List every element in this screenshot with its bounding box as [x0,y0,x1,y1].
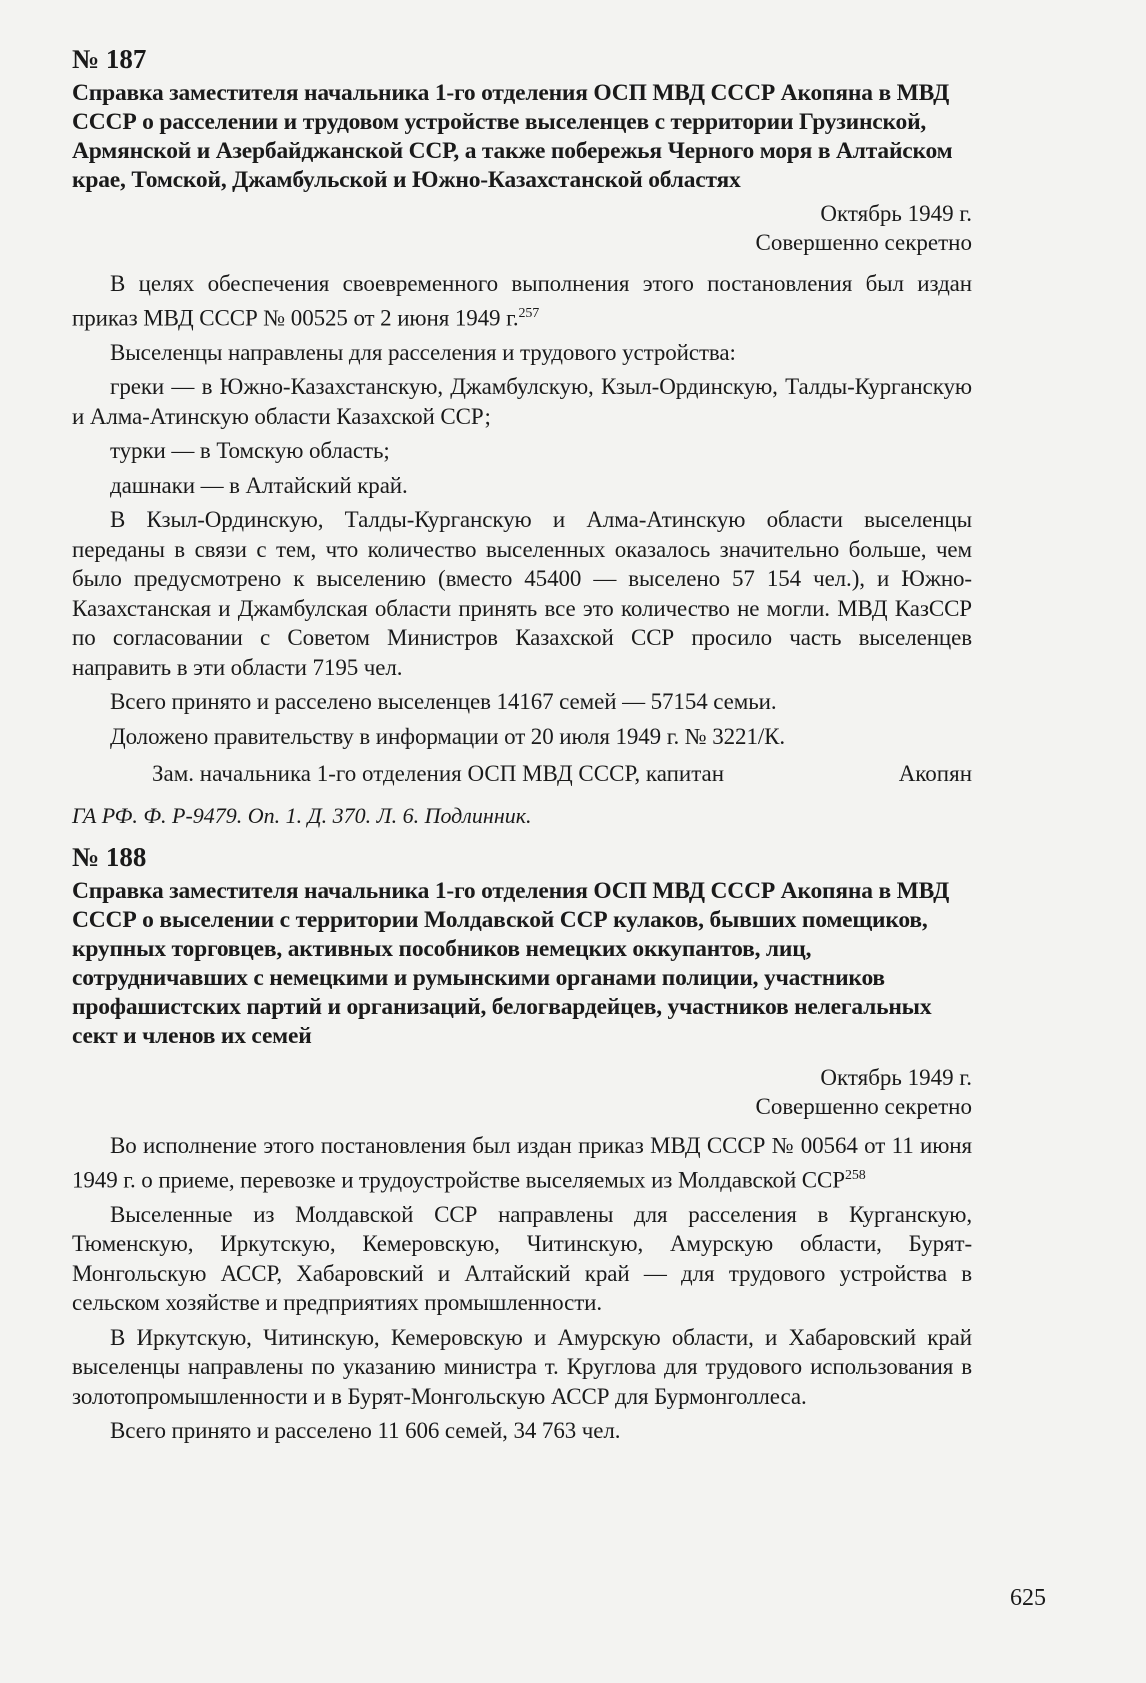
classification: Совершенно секретно [755,230,972,255]
document-title: Справка заместителя начальника 1-го отделения ОСП МВД СССР Акопяна в МВД СССР о выселении с территории Молдавской ССР кулаков, бывших помещиков, крупных торговцев, активных пособников немецких оккупантов, лиц, сотрудничавших с немецкими и румынскими органами полиции, участников профашистских партий и организаций, белогвардейцев, участников нелегальных сект и членов их семей [72,878,950,1049]
document-188 [72,842,972,1451]
classification: Совершенно секретно [755,1094,972,1119]
signature-name: Акопян [898,761,972,787]
footnote-ref: 258 [844,1167,866,1183]
paragraph: Выселенные из Молдавской ССР направлены для расселения в Курганскую, Тюменскую, Иркутскую, Кемеровскую, Читинскую, Амурскую области, Бурят-Монгольскую АССР, Хабаровский и Алтайский край — для трудового устройства в сельском хозяйстве и предприятиях промышленности. [72,1201,972,1316]
document-number: № 188 [72,842,147,872]
archive-reference: ГА РФ. Ф. Р-9479. Оп. 1. Д. 370. Л. 6. Подлинник. [72,803,532,829]
signature-title: Зам. начальника 1-го отделения ОСП МВД СССР, капитан [152,761,725,787]
paragraph: Выселенцы направлены для расселения и трудового устройства: [110,339,736,365]
paragraph: В целях обеспечения своевременного выполнения этого постановления был издан приказ МВД СССР № 00525 от 2 июня 1949 г.$^{257}$ [72,271,972,331]
document-title: Справка заместителя начальника 1-го отделения ОСП МВД СССР Акопяна в МВД СССР о расселении и трудовом устройстве выселенцев с территории Грузинской, Армянской и Азербайджанской ССР, а также побережья Черного моря в Алтайском крае, Томской, Джамбульской и Южно-Казахстанской областях [72,80,953,193]
paragraph: греки — в Южно-Казахстанскую, Джамбулскую, Кзыл-Ординскую, Талды-Курганскую и Алма-Атинскую области Казахской ССР; [72,374,972,429]
paragraph: дашнаки — в Алтайский край. [110,472,408,498]
paragraph: Доложено правительству в информации от 20 июля 1949 г. № 3221/К. [110,723,786,749]
document-187 [72,44,972,829]
document-date: Октябрь 1949 г. [820,1065,972,1090]
paragraph: В Иркутскую, Читинскую, Кемеровскую и Амурскую области, и Хабаровский край выселенцы направлены по указанию министра т. Круглова для трудового использования в золотопромышленности и в Бурят-Монгольскую АССР для Бурмонголлеса. [72,1324,972,1409]
page-number: 625 [1010,1585,1046,1611]
paragraph: В Кзыл-Ординскую, Талды-Курганскую и Алма-Атинскую области выселенцы переданы в связи с тем, что количество выселенных оказалось значительно больше, чем было предусмотрено к выселению (вместо 45400 — выселено 57 154 чел.), и Южно-Казахстанская и Джамбулская области принять все это количество не могли. МВД КазССР по согласовании с Советом Министров Казахской ССР просило часть выселенцев направить в эти области 7195 чел. [72,507,972,680]
paragraph: Всего принято и расселено выселенцев 14167 семей — 57154 семьи. [110,689,777,715]
signature [72,761,972,787]
paragraph: Всего принято и расселено 11 606 семей, 34 763 чел. [110,1418,621,1444]
document-date: Октябрь 1949 г. [820,201,972,226]
paragraph: турки — в Томскую область; [110,438,390,464]
document-number: № 187 [72,44,147,74]
footnote-ref: 257 [518,305,540,321]
paragraph: Во исполнение этого постановления был издан приказ МВД СССР № 00564 от 11 июня 1949 г. о приеме, перевозке и трудоустройстве выселяемых из Молдавской ССР$^{258}$ [72,1133,972,1193]
